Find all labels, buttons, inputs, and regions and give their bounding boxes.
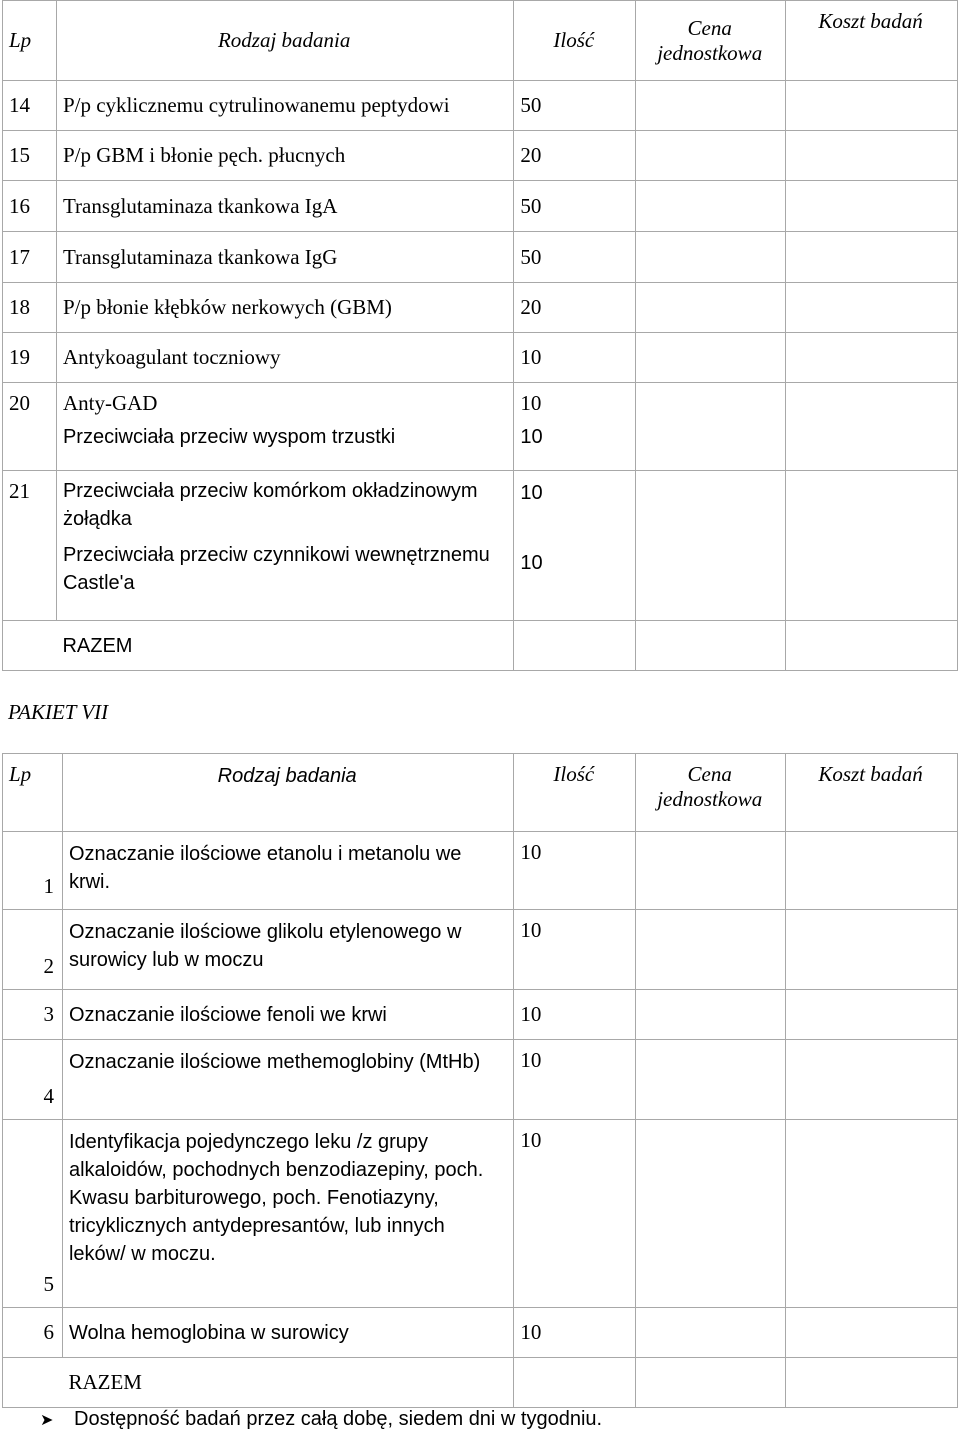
table-row bbox=[3, 383, 958, 471]
row-price-empty bbox=[636, 81, 786, 131]
row-lp: 16 bbox=[3, 181, 57, 232]
row-name: Oznaczanie ilościowe fenoli we krwi bbox=[62, 990, 513, 1040]
row-lp: 20 bbox=[3, 383, 57, 471]
header-lp: Lp bbox=[3, 754, 63, 832]
row-lp: 6 bbox=[3, 1308, 63, 1358]
row-qty: 10 bbox=[514, 1308, 636, 1358]
header-koszt: Koszt badań bbox=[786, 1, 958, 81]
row-cost-empty bbox=[786, 131, 958, 181]
row-name-a: Anty-GAD bbox=[62, 391, 158, 415]
row-qty: 50 bbox=[514, 181, 636, 232]
row-qty: 50 bbox=[514, 81, 636, 131]
row-lp: 5 bbox=[3, 1120, 63, 1308]
row-cost-empty bbox=[786, 181, 958, 232]
row-name-b: Przeciwciała przeciw wyspom trzustki bbox=[62, 426, 396, 448]
table-total-row bbox=[3, 1358, 958, 1408]
row-price-empty bbox=[636, 333, 786, 383]
row-cost-empty bbox=[786, 283, 958, 333]
row-lp: 17 bbox=[3, 232, 57, 283]
row-cost-empty bbox=[786, 471, 958, 621]
row-price-empty bbox=[636, 1308, 786, 1358]
row-qty-a: 10 bbox=[520, 482, 543, 504]
table-row bbox=[3, 990, 958, 1040]
row-qty-a: 10 bbox=[520, 391, 542, 415]
row-name: P/p cyklicznemu cytrulinowanemu peptydowi bbox=[56, 81, 513, 131]
row-lp: 14 bbox=[3, 81, 57, 131]
table-pakiet-vi bbox=[2, 0, 958, 671]
pakiet-title: PAKIET VII bbox=[8, 700, 109, 724]
header-ilosc: Ilość bbox=[514, 754, 636, 832]
row-cost-empty bbox=[786, 832, 958, 910]
total-lp-empty bbox=[3, 621, 57, 671]
table-header-row bbox=[3, 1, 958, 81]
total-qty-empty bbox=[514, 1358, 636, 1408]
row-price-empty bbox=[636, 1120, 786, 1308]
row-cost-empty bbox=[786, 910, 958, 990]
header-rodzaj: Rodzaj badania bbox=[56, 1, 513, 81]
table-row bbox=[3, 471, 958, 621]
header-cena: Cena jednostkowa bbox=[636, 754, 786, 832]
row-name: P/p GBM i błonie pęch. płucnych bbox=[56, 131, 513, 181]
row-lp: 21 bbox=[3, 471, 57, 621]
table-row bbox=[3, 1040, 958, 1120]
row-qty-b: 10 bbox=[520, 426, 543, 448]
table-header-row bbox=[3, 754, 958, 832]
row-price-empty bbox=[636, 471, 786, 621]
row-lp: 15 bbox=[3, 131, 57, 181]
table-row bbox=[3, 910, 958, 990]
row-qty: 10 bbox=[514, 832, 636, 910]
header-koszt: Koszt badań bbox=[786, 754, 958, 832]
total-price-empty bbox=[636, 1358, 786, 1408]
row-cost-empty bbox=[786, 383, 958, 471]
table-total-row bbox=[3, 621, 958, 671]
row-name: Oznaczanie ilościowe methemoglobiny (MtHb) bbox=[62, 1040, 513, 1120]
row-lp: 19 bbox=[3, 333, 57, 383]
row-cost-empty bbox=[786, 1120, 958, 1308]
total-label: RAZEM bbox=[56, 621, 513, 671]
total-cost bbox=[786, 1358, 958, 1408]
row-lp: 18 bbox=[3, 283, 57, 333]
table-row bbox=[3, 283, 958, 333]
row-name bbox=[56, 383, 513, 471]
row-qty: 10 bbox=[514, 990, 636, 1040]
total-lp-empty bbox=[3, 1358, 63, 1408]
table-row bbox=[3, 181, 958, 232]
row-name: Transglutaminaza tkankowa IgA bbox=[56, 181, 513, 232]
row-cost-empty bbox=[786, 1040, 958, 1120]
row-qty: 20 bbox=[514, 131, 636, 181]
footer-note bbox=[40, 1408, 602, 1431]
footer-note-text: Dostępność badań przez całą dobę, siedem dni w tygodniu. bbox=[74, 1408, 603, 1430]
row-qty: 50 bbox=[514, 232, 636, 283]
row-name-b: Przeciwciała przeciw czynnikowi wewnętrznemu Castle'a bbox=[62, 544, 490, 594]
row-cost-empty bbox=[786, 990, 958, 1040]
row-qty: 10 bbox=[514, 1040, 636, 1120]
row-cost-empty bbox=[786, 1308, 958, 1358]
row-cost-empty bbox=[786, 81, 958, 131]
header-cena: Cena jednostkowa bbox=[636, 1, 786, 81]
table-row bbox=[3, 832, 958, 910]
table-row bbox=[3, 333, 958, 383]
total-label: RAZEM bbox=[62, 1358, 513, 1408]
row-lp: 1 bbox=[3, 832, 63, 910]
row-price-empty bbox=[636, 232, 786, 283]
row-name: Wolna hemoglobina w surowicy bbox=[62, 1308, 513, 1358]
row-name: P/p błonie kłębków nerkowych (GBM) bbox=[56, 283, 513, 333]
row-price-empty bbox=[636, 131, 786, 181]
header-ilosc: Ilość bbox=[514, 1, 636, 81]
table-pakiet-vii bbox=[2, 753, 958, 1408]
row-name: Transglutaminaza tkankowa IgG bbox=[56, 232, 513, 283]
row-price-empty bbox=[636, 283, 786, 333]
row-price-empty bbox=[636, 910, 786, 990]
table-row bbox=[3, 1308, 958, 1358]
row-qty: 10 bbox=[514, 910, 636, 990]
header-lp: Lp bbox=[3, 1, 57, 81]
row-name: Oznaczanie ilościowe etanolu i metanolu we krwi. bbox=[62, 832, 513, 910]
total-price-empty bbox=[636, 621, 786, 671]
table-row bbox=[3, 131, 958, 181]
table-row bbox=[3, 81, 958, 131]
row-lp: 2 bbox=[3, 910, 63, 990]
header-rodzaj: Rodzaj badania bbox=[62, 754, 513, 832]
row-cost-empty bbox=[786, 333, 958, 383]
total-qty-empty bbox=[514, 621, 636, 671]
row-lp: 3 bbox=[3, 990, 63, 1040]
row-qty bbox=[514, 471, 636, 621]
arrow-bullet-icon: ➤ bbox=[40, 1411, 54, 1429]
row-qty: 20 bbox=[514, 283, 636, 333]
row-cost-empty bbox=[786, 232, 958, 283]
row-qty: 10 bbox=[514, 333, 636, 383]
row-qty: 10 bbox=[514, 1120, 636, 1308]
row-name-a: Przeciwciała przeciw komórkom okładzinowym żołądka bbox=[62, 480, 478, 530]
table-row bbox=[3, 1120, 958, 1308]
row-name bbox=[56, 471, 513, 621]
row-price-empty bbox=[636, 990, 786, 1040]
row-qty bbox=[514, 383, 636, 471]
row-name: Antykoagulant toczniowy bbox=[56, 333, 513, 383]
row-name: Oznaczanie ilościowe glikolu etylenowego w surowicy lub w moczu bbox=[62, 910, 513, 990]
row-price-empty bbox=[636, 181, 786, 232]
total-cost bbox=[786, 621, 958, 671]
row-name: Identyfikacja pojedynczego leku /z grupy alkaloidów, pochodnych benzodiazepiny, poch. Kwasu barbiturowego, poch. Fenotiazyny, tricyklicznych antydepresantów, lub innych leków/ w moczu. bbox=[62, 1120, 513, 1308]
row-price-empty bbox=[636, 832, 786, 910]
row-price-empty bbox=[636, 383, 786, 471]
table-row bbox=[3, 232, 958, 283]
row-qty-b: 10 bbox=[520, 552, 543, 574]
row-lp: 4 bbox=[3, 1040, 63, 1120]
row-price-empty bbox=[636, 1040, 786, 1120]
